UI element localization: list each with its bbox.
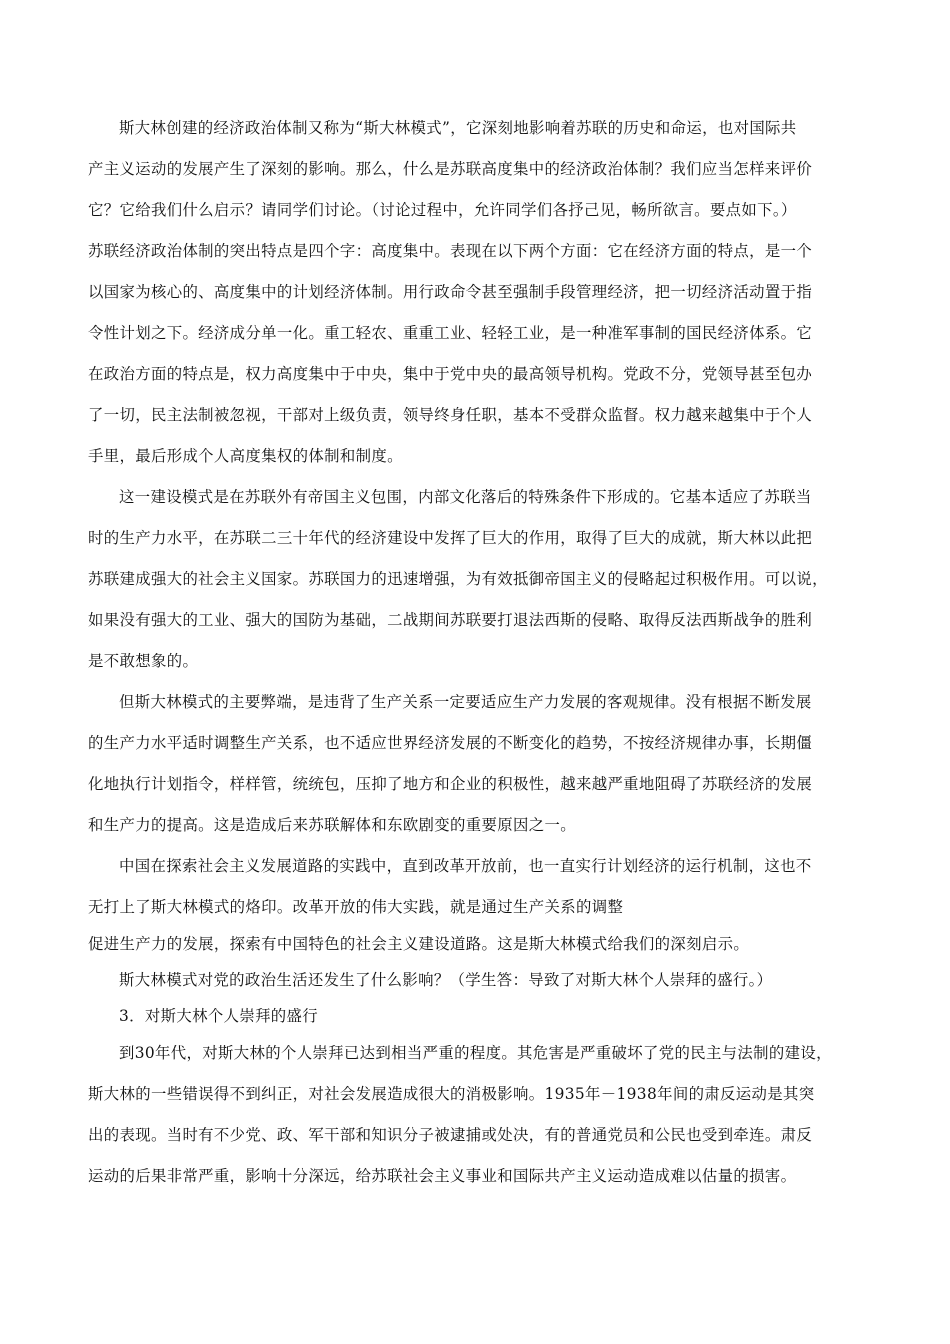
text-line: 它？它给我们什么启示？请同学们讨论。（讨论过程中，允许同学们各抒己见，畅所欲言。要点如下。）	[88, 201, 797, 219]
text-line: 出的表现。当时有不少党、政、军干部和知识分子被逮捕或处决，有的普通党员和公民也受到牵连。肃反	[88, 1126, 813, 1144]
text-line: 斯大林模式对党的政治生活还发生了什么影响？（学生答：导致了对斯大林个人崇拜的盛行。）	[119, 971, 773, 989]
text-line: 令性计划之下。经济成分单一化。重工轻农、重重工业、轻轻工业，是一种准军事制的国民经济体系。它	[88, 324, 813, 342]
text-line: 但斯大林模式的主要弊端，是违背了生产关系一定要适应生产力发展的客观规律。没有根据不断发展	[119, 693, 812, 711]
text-line: 苏联建成强大的社会主义国家。苏联国力的迅速增强，为有效抵御帝国主义的侵略起过积极作用。可以说，	[88, 570, 828, 588]
text-line: 时的生产力水平，在苏联二三十年代的经济建设中发挥了巨大的作用，取得了巨大的成就，斯大林以此把	[88, 529, 813, 547]
text-line: 手里，最后形成个人高度集权的体制和制度。	[88, 447, 403, 465]
text-line: 无打上了斯大林模式的烙印。改革开放的伟大实践，就是通过生产关系的调整	[88, 898, 624, 916]
text-line: 促进生产力的发展，探索有中国特色的社会主义建设道路。这是斯大林模式给我们的深刻启示。	[88, 935, 750, 953]
text-line: 在政治方面的特点是，权力高度集中于中央，集中于党中央的最高领导机构。党政不分，党领导甚至包办	[88, 365, 813, 383]
text-line: 斯大林创建的经济政治体制又称为“斯大林模式”，它深刻地影响着苏联的历史和命运，也对国际共	[119, 119, 797, 137]
text-line: 化地执行计划指令，样样管，统统包，压抑了地方和企业的积极性，越来越严重地阻碍了苏联经济的发展	[88, 775, 813, 793]
text-line: 到30年代，对斯大林的个人崇拜已达到相当严重的程度。其危害是严重破坏了党的民主与法制的建设，	[119, 1044, 832, 1062]
text-line: 如果没有强大的工业、强大的国防为基础，二战期间苏联要打退法西斯的侵略、取得反法西斯战争的胜利	[88, 611, 813, 629]
text-line: 中国在探索社会主义发展道路的实践中，直到改革开放前，也一直实行计划经济的运行机制，这也不	[119, 857, 812, 875]
text-line: 这一建设模式是在苏联外有帝国主义包围，内部文化落后的特殊条件下形成的。它基本适应了苏联当	[119, 488, 812, 506]
text-line: 斯大林的一些错误得不到纠正，对社会发展造成很大的消极影响。1935年－1938年间的肃反运动是其突	[88, 1085, 815, 1103]
text-line: 以国家为核心的、高度集中的计划经济体制。用行政命令甚至强制手段管理经济，把一切经济活动置于指	[88, 283, 813, 301]
text-line: 苏联经济政治体制的突出特点是四个字：高度集中。表现在以下两个方面：它在经济方面的特点，是一个	[88, 242, 813, 260]
text-line: 运动的后果非常严重，影响十分深远，给苏联社会主义事业和国际共产主义运动造成难以估量的损害。	[88, 1167, 797, 1185]
text-line: 和生产力的提高。这是造成后来苏联解体和东欧剧变的重要原因之一。	[88, 816, 576, 834]
section-heading: 3．对斯大林个人崇拜的盛行	[119, 1007, 319, 1025]
text-line: 产主义运动的发展产生了深刻的影响。那么，什么是苏联高度集中的经济政治体制？我们应当怎样来评价	[88, 160, 813, 178]
text-line: 是不敢想象的。	[88, 652, 199, 670]
text-line: 了一切，民主法制被忽视，干部对上级负责，领导终身任职，基本不受群众监督。权力越来越集中于个人	[88, 406, 813, 424]
text-line: 的生产力水平适时调整生产关系，也不适应世界经济发展的不断变化的趋势，不按经济规律办事，长期僵	[88, 734, 813, 752]
